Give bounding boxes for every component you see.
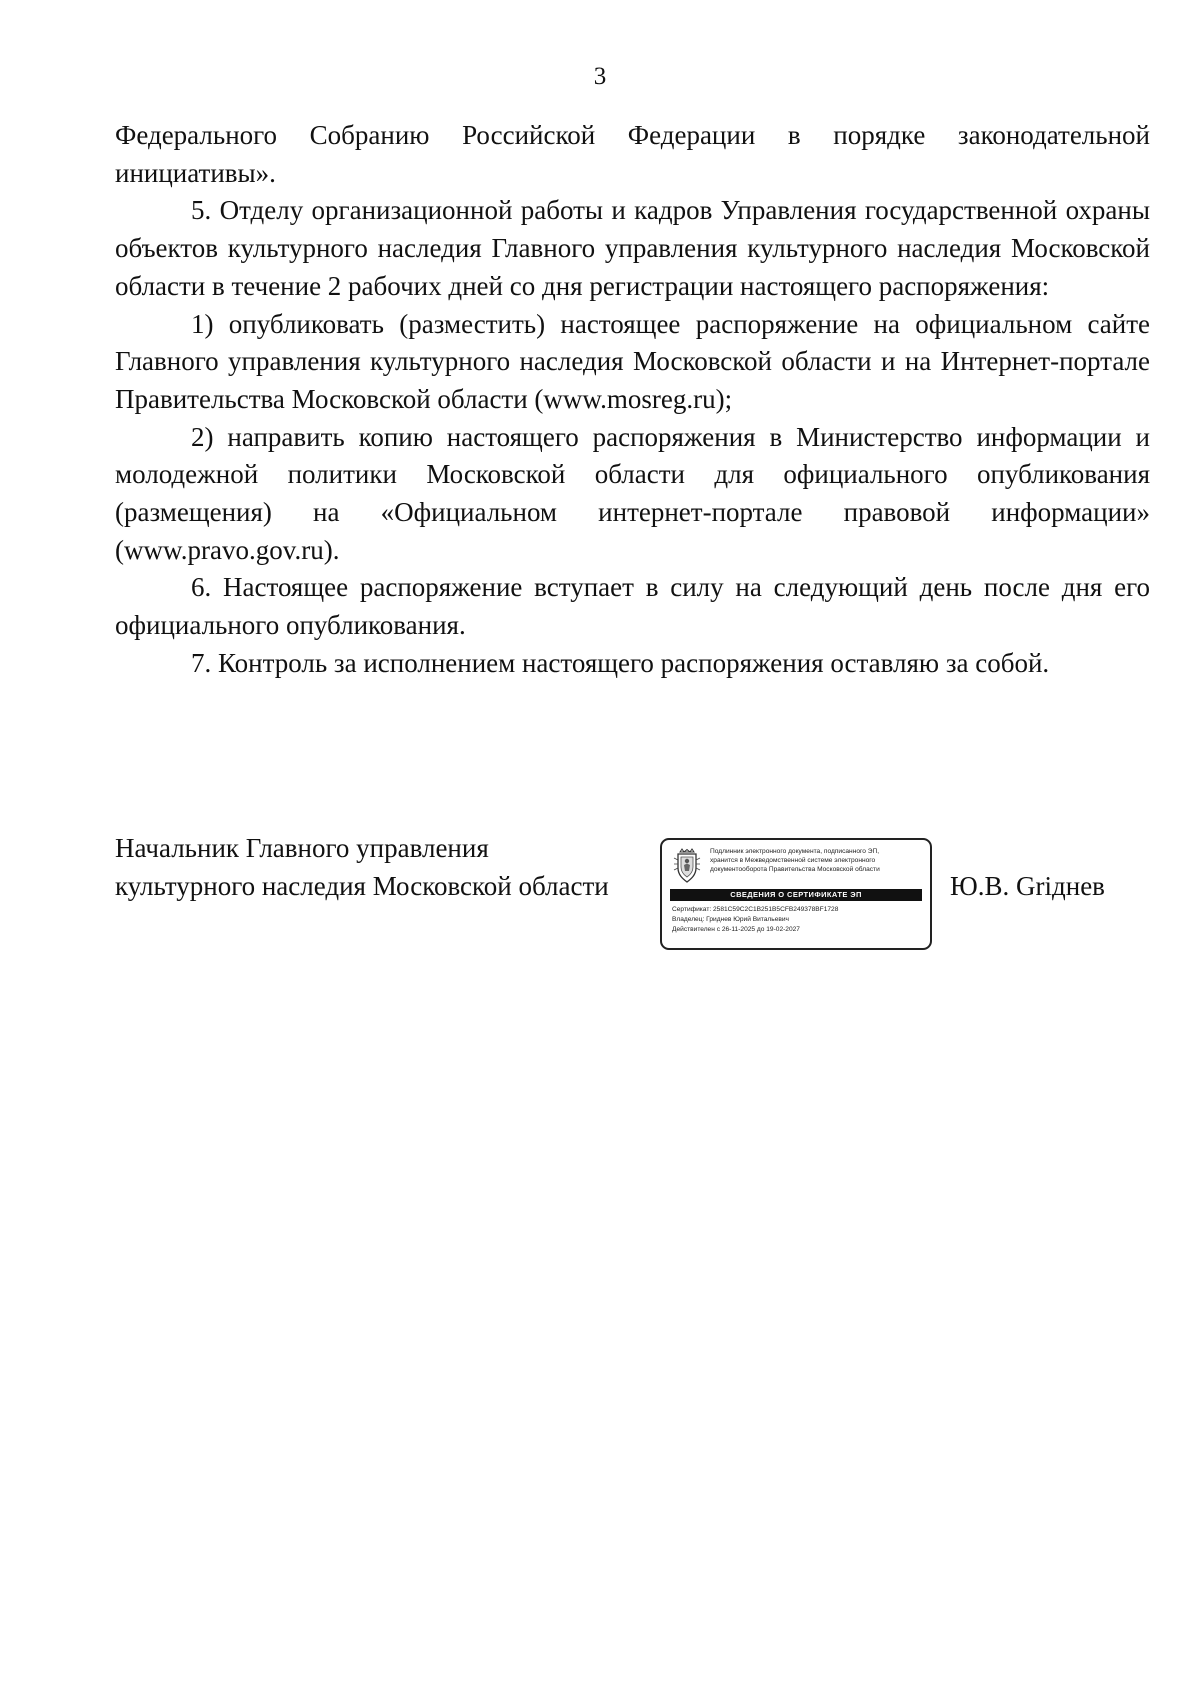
stamp-certificate-details: [672, 905, 927, 936]
stamp-storage-line-1: Подлинник электронного документа, подписанного ЭП,: [710, 848, 880, 855]
signer-position: [115, 830, 675, 905]
stamp-certificate-validity: Действителен с 26-11-2025 до 19-02-2027: [672, 926, 800, 934]
signer-name: Ю.В. Griднев: [950, 871, 1105, 901]
electronic-signature-stamp: [660, 838, 932, 950]
paragraph-item-7: 7. Контроль за исполнением настоящего распоряжения оставляю за собой.: [191, 647, 1050, 678]
page-number: 3: [593, 63, 607, 90]
paragraph-item-5: 5. Отделу организационной работы и кадров Управления государственной охраны объектов культурного наследия Главного управления культурного наследия Московской области в течение 2 рабочих дней со дня регистрации настоящего распоряжения:: [115, 195, 1150, 301]
stamp-certificate-header: СВЕДЕНИЯ О СЕРТИФИКАТЕ ЭП: [670, 889, 922, 901]
signature-block: [115, 830, 1165, 960]
document-body: [115, 117, 1150, 683]
signer-position-line-2: культурного наследия Московской области: [115, 870, 609, 901]
coat-of-arms-icon: [672, 848, 702, 884]
paragraph-subitem-1: 1) опубликовать (разместить) настоящее распоряжение на официальном сайте Главного управления культурного наследия Московской области и на Интернет-портале Правительства Московской области (www.mosreg.ru);: [115, 308, 1150, 414]
paragraph-subitem-2: 2) направить копию настоящего распоряжения в Министерство информации и молодежной политики Московской области для официального опубликования (размещения) на «Официальном интернет-портале правовой информации» (www.pravo.gov.ru).: [115, 421, 1150, 565]
paragraph-item-6: 6. Настоящее распоряжение вступает в силу на следующий день после дня его официального опубликования.: [115, 572, 1150, 641]
paragraph-continuation: Федерального Собранию Российской Федерации в порядке законодательной инициативы».: [115, 120, 1150, 188]
stamp-certificate-owner: Владелец: Гриднев Юрий Витальевич: [672, 916, 789, 924]
stamp-storage-line-3: документооборота Правительства Московской области: [710, 866, 880, 874]
signer-position-line-1: Начальник Главного управления: [115, 833, 489, 863]
stamp-storage-line-2: хранится в Межведомственной системе электронного: [710, 857, 876, 865]
stamp-storage-notice: [710, 847, 928, 875]
stamp-certificate-number: Сертификат: 2581C59C2C1B251B5CFB249378BF1728: [672, 906, 839, 913]
